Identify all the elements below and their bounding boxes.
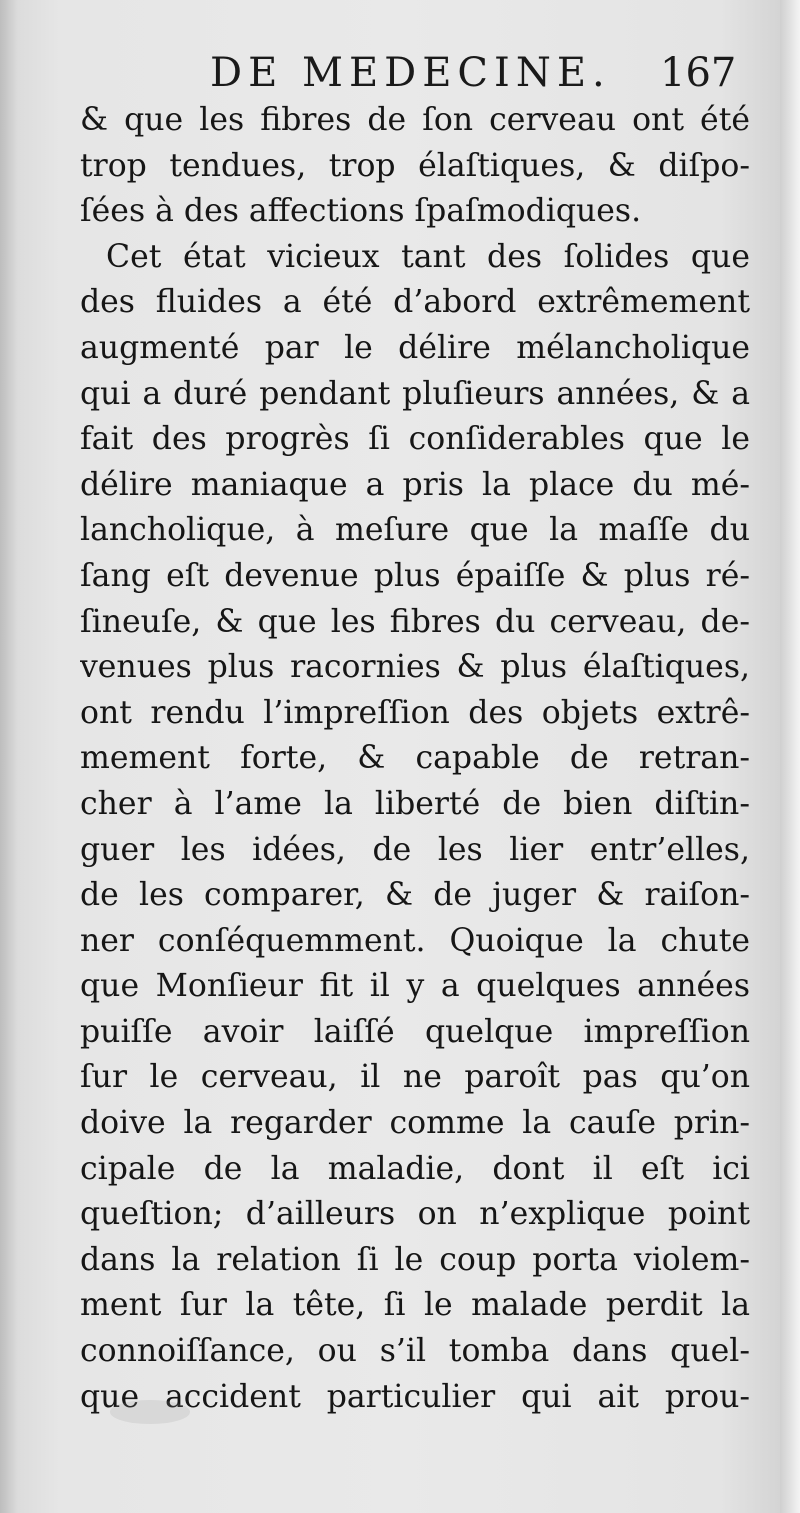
text-line: que accident particulier qui ait prou- <box>80 1378 750 1415</box>
text-line: délire maniaque a pris la place du mé- <box>80 466 750 503</box>
body-text <box>80 98 750 1420</box>
text-line: que Monſieur fit il y a quelques années <box>80 968 750 1005</box>
text-line: ſineuſe, & que les fibres du cerveau, de- <box>80 603 750 640</box>
running-head: DE MEDECINE. <box>210 50 611 96</box>
text-line: queſtion; d’ailleurs on n’explique point <box>80 1196 750 1233</box>
ink-smudge <box>110 1400 190 1424</box>
text-line: ment ſur la tête, ſi le malade perdit la <box>80 1287 750 1324</box>
text-line: dans la relation ſi le coup porta violem- <box>80 1241 750 1278</box>
page-edge <box>780 0 800 1513</box>
text-line: ſées à des affections ſpaſmodiques. <box>80 193 642 230</box>
page-header <box>0 46 780 106</box>
text-line: connoiſſance, ou s’il tomba dans quel- <box>80 1333 750 1370</box>
text-line: cher à l’ame la liberté de bien diſtin- <box>80 785 750 822</box>
text-line: trop tendues, trop élaſtiques, & diſpo- <box>80 147 750 184</box>
text-line: augmenté par le délire mélancholique <box>80 329 750 366</box>
page-number: 167 <box>660 50 737 96</box>
text-line: venues plus racornies & plus élaſtiques, <box>80 649 750 686</box>
text-line: qui a duré pendant pluſieurs années, & a <box>80 375 750 412</box>
text-line: puiſſe avoir laiſſé quelque impreſſion <box>80 1013 750 1050</box>
text-line: doive la regarder comme la cauſe prin- <box>80 1105 750 1142</box>
text-line: des fluides a été d’abord extrêmement <box>80 284 750 321</box>
text-line: Cet état vicieux tant des ſolides que <box>106 238 750 275</box>
text-line: de les comparer, & de juger & raiſon- <box>80 877 750 914</box>
text-line: fait des progrès ſi conſiderables que le <box>80 421 750 458</box>
text-line: ner conſéquemment. Quoique la chute <box>80 922 750 959</box>
text-line: ſang eſt devenue plus épaiſſe & plus ré- <box>80 557 750 594</box>
text-line: ont rendu l’impreſſion des objets extrê- <box>80 694 750 731</box>
text-line: guer les idées, de les lier entr’elles, <box>80 831 750 868</box>
text-line: cipale de la maladie, dont il eſt ici <box>80 1150 750 1187</box>
text-line: mement forte, & capable de retran- <box>80 740 750 777</box>
text-line: & que les fibres de ſon cerveau ont été <box>80 102 750 138</box>
text-line: ſur le cerveau, il ne paroît pas qu’on <box>80 1059 750 1096</box>
text-line: lancholique, à meſure que la maſſe du <box>80 512 750 549</box>
